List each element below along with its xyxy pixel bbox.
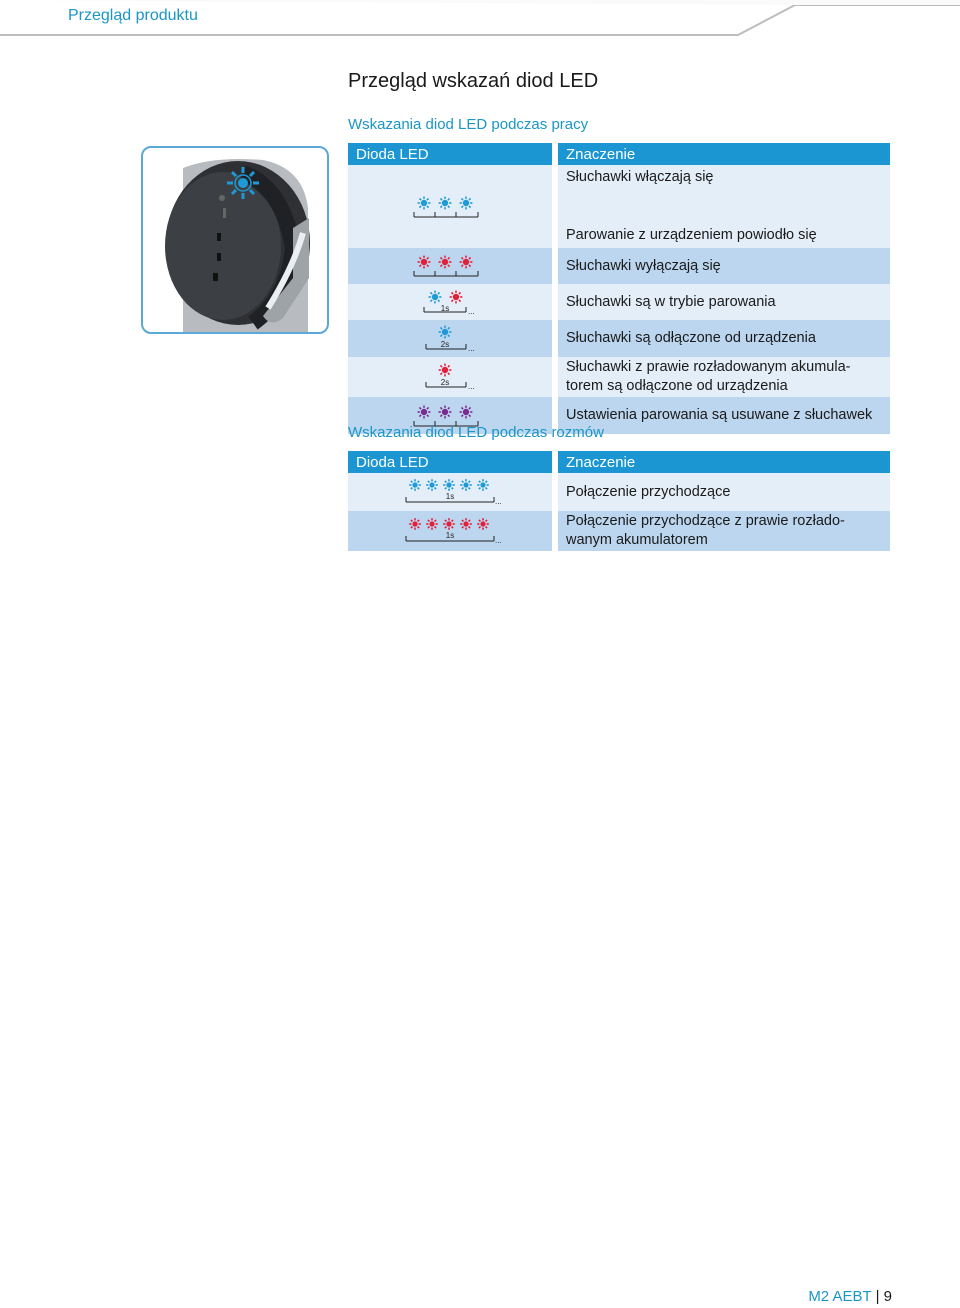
led-pattern-cell bbox=[348, 248, 555, 284]
operation-led-table bbox=[348, 143, 890, 434]
page-footer bbox=[808, 1288, 892, 1305]
table-row bbox=[348, 473, 890, 511]
led-flash-icon bbox=[426, 479, 438, 491]
meaning-cell: Połączenie przychodzące bbox=[566, 483, 731, 500]
continuation-label: ... bbox=[468, 307, 475, 316]
led-flash-icon bbox=[439, 364, 452, 377]
led-pattern-red-3-icon bbox=[410, 251, 490, 281]
footer-separator: | bbox=[875, 1288, 880, 1305]
meaning-cell: Słuchawki włączają się bbox=[566, 169, 714, 185]
led-flash-icon bbox=[418, 196, 431, 209]
headphone-illustration bbox=[141, 146, 329, 334]
led-pattern-blue-red-icon bbox=[410, 287, 490, 317]
led-flash-icon bbox=[477, 479, 489, 491]
table-row bbox=[348, 320, 890, 357]
led-pattern-red-2s-icon bbox=[410, 362, 490, 392]
table-row bbox=[348, 165, 890, 223]
section-name: Przegląd produktu bbox=[68, 7, 198, 24]
led-pattern-blue-5-icon bbox=[400, 477, 500, 507]
interval-label: 1s bbox=[445, 531, 455, 540]
page-header bbox=[0, 0, 960, 40]
led-flash-icon bbox=[477, 518, 489, 530]
col-led-header: Dioda LED bbox=[348, 143, 555, 165]
table-row bbox=[348, 511, 890, 551]
led-pattern-cell bbox=[348, 284, 555, 320]
led-pattern-cell bbox=[348, 473, 555, 511]
led-pattern-blue-2s-icon bbox=[410, 324, 490, 354]
led-flash-icon bbox=[439, 256, 452, 269]
led-pattern-cell bbox=[348, 511, 555, 551]
table-row bbox=[348, 284, 890, 320]
col-meaning-header: Znaczenie bbox=[555, 451, 890, 473]
led-flash-icon bbox=[460, 479, 472, 491]
led-flash-icon bbox=[418, 256, 431, 269]
meaning-cell: Słuchawki wyłączają się bbox=[566, 257, 721, 274]
continuation-label: ... bbox=[468, 382, 475, 391]
meaning-cell: Połączenie przychodzące z prawie rozłado- wanym akumulatorem bbox=[566, 513, 845, 548]
led-flash-icon bbox=[460, 256, 473, 269]
led-flash-icon bbox=[409, 518, 421, 530]
led-flash-icon bbox=[439, 405, 452, 418]
led-pattern-cell bbox=[348, 165, 555, 248]
led-flash-icon bbox=[418, 405, 431, 418]
continuation-label: ... bbox=[495, 497, 502, 506]
led-flash-icon bbox=[426, 518, 438, 530]
interval-label: 1s bbox=[440, 304, 450, 313]
page-title: Przegląd wskazań diod LED bbox=[348, 70, 599, 92]
meaning-cell: Parowanie z urządzeniem powiodło się bbox=[566, 227, 817, 243]
table-row bbox=[348, 357, 890, 397]
meaning-cell: Słuchawki są w trybie parowania bbox=[566, 293, 776, 310]
led-flash-icon bbox=[460, 405, 473, 418]
led-flash-icon bbox=[450, 291, 463, 304]
led-pattern-cell bbox=[348, 320, 555, 357]
led-flash-icon bbox=[439, 196, 452, 209]
interval-label: 1s bbox=[445, 492, 455, 501]
led-flash-icon bbox=[443, 518, 455, 530]
led-flash-icon bbox=[460, 518, 472, 530]
continuation-label: ... bbox=[495, 536, 502, 545]
interval-label: 2s bbox=[440, 339, 450, 349]
table-row bbox=[348, 248, 890, 284]
led-pattern-blue-3-icon bbox=[410, 192, 490, 222]
led-flash-icon bbox=[409, 479, 421, 491]
meaning-cell: Ustawienia parowania są usuwane z słuchawek bbox=[566, 407, 873, 423]
col-led-header: Dioda LED bbox=[348, 451, 555, 473]
calls-led-table bbox=[348, 451, 890, 551]
col-meaning-header: Znaczenie bbox=[555, 143, 890, 165]
led-flash-icon bbox=[439, 325, 452, 338]
led-flash-icon bbox=[429, 291, 442, 304]
led-flash-icon bbox=[460, 196, 473, 209]
meaning-cell: Słuchawki są odłączone od urządzenia bbox=[566, 330, 816, 346]
page-number: 9 bbox=[883, 1288, 892, 1305]
led-pattern-red-5-icon bbox=[400, 516, 500, 546]
meaning-cell: Słuchawki z prawie rozładowanym akumula- torem są odłączone od urządzenia bbox=[566, 359, 851, 394]
continuation-label: ... bbox=[468, 343, 475, 353]
interval-label: 2s bbox=[440, 378, 450, 387]
operation-subtitle: Wskazania diod LED podczas pracy bbox=[348, 116, 589, 133]
product-name: M2 AEBT bbox=[808, 1288, 872, 1305]
calls-subtitle: Wskazania diod LED podczas rozmów bbox=[348, 424, 604, 441]
led-flash-icon bbox=[443, 479, 455, 491]
led-pattern-cell bbox=[348, 357, 555, 397]
